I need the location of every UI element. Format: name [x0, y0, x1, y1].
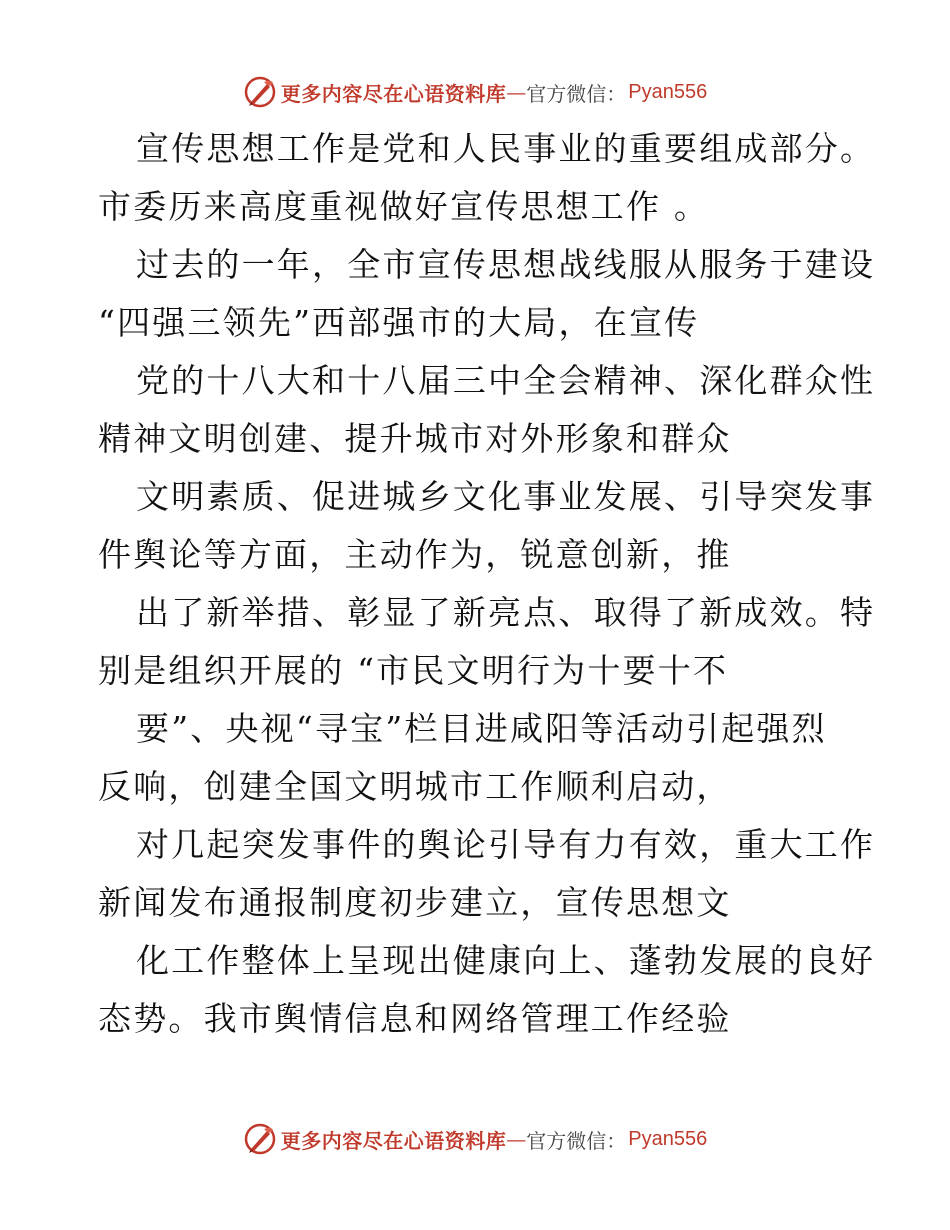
header-banner [0, 72, 950, 112]
banner-separator: — [506, 1127, 527, 1151]
text-line: “四强三领先”西部强市的大局，在宣传 [98, 303, 700, 342]
text-line: 态势。我市舆情信息和网络管理工作经验 [98, 999, 732, 1038]
text-line: 别是组织开展的 “市民文明行为十要十不 [98, 651, 729, 690]
footer-banner [0, 1119, 950, 1159]
text-line: 文明素质、促进城乡文化事业发展、引导突发事 [136, 477, 876, 516]
text-line: 宣传思想工作是党和人民事业的重要组成部分。 [136, 129, 876, 168]
text-line: 化工作整体上呈现出健康向上、蓬勃发展的良好 [136, 941, 876, 980]
quill-pen-logo-icon [243, 75, 277, 109]
text-line: 新闻发布通报制度初步建立，宣传思想文 [98, 883, 732, 922]
wechat-id: Pyan556 [628, 1127, 708, 1150]
wechat-label: 官方微信： [526, 1128, 627, 1153]
text-line: 要”、央视“寻宝”栏目进咸阳等活动引起强烈 [136, 709, 827, 748]
footer-banner-text [281, 1125, 707, 1154]
text-line: 过去的一年，全市宣传思想战线服从服务于建设 [136, 245, 876, 284]
brand-name: 更多内容尽在心语资料库 [280, 1128, 507, 1153]
quill-pen-logo-icon [243, 1122, 277, 1156]
text-line: 精神文明创建、提升城市对外形象和群众 [98, 419, 732, 458]
banner-separator: — [506, 80, 527, 104]
wechat-label: 官方微信： [526, 81, 627, 106]
text-line: 市委历来高度重视做好宣传思想工作 。 [98, 187, 710, 226]
text-line: 出了新举措、彰显了新亮点、取得了新成效。特 [136, 593, 876, 632]
wechat-id: Pyan556 [628, 80, 708, 103]
text-line: 对几起突发事件的舆论引导有力有效，重大工作 [136, 825, 876, 864]
brand-name: 更多内容尽在心语资料库 [280, 81, 507, 106]
text-line: 反响，创建全国文明城市工作顺利启动， [98, 767, 732, 806]
header-banner-text [281, 78, 707, 107]
text-line: 党的十八大和十八届三中全会精神、深化群众性 [136, 361, 876, 400]
text-line: 件舆论等方面，主动作为，锐意创新，推 [98, 535, 732, 574]
